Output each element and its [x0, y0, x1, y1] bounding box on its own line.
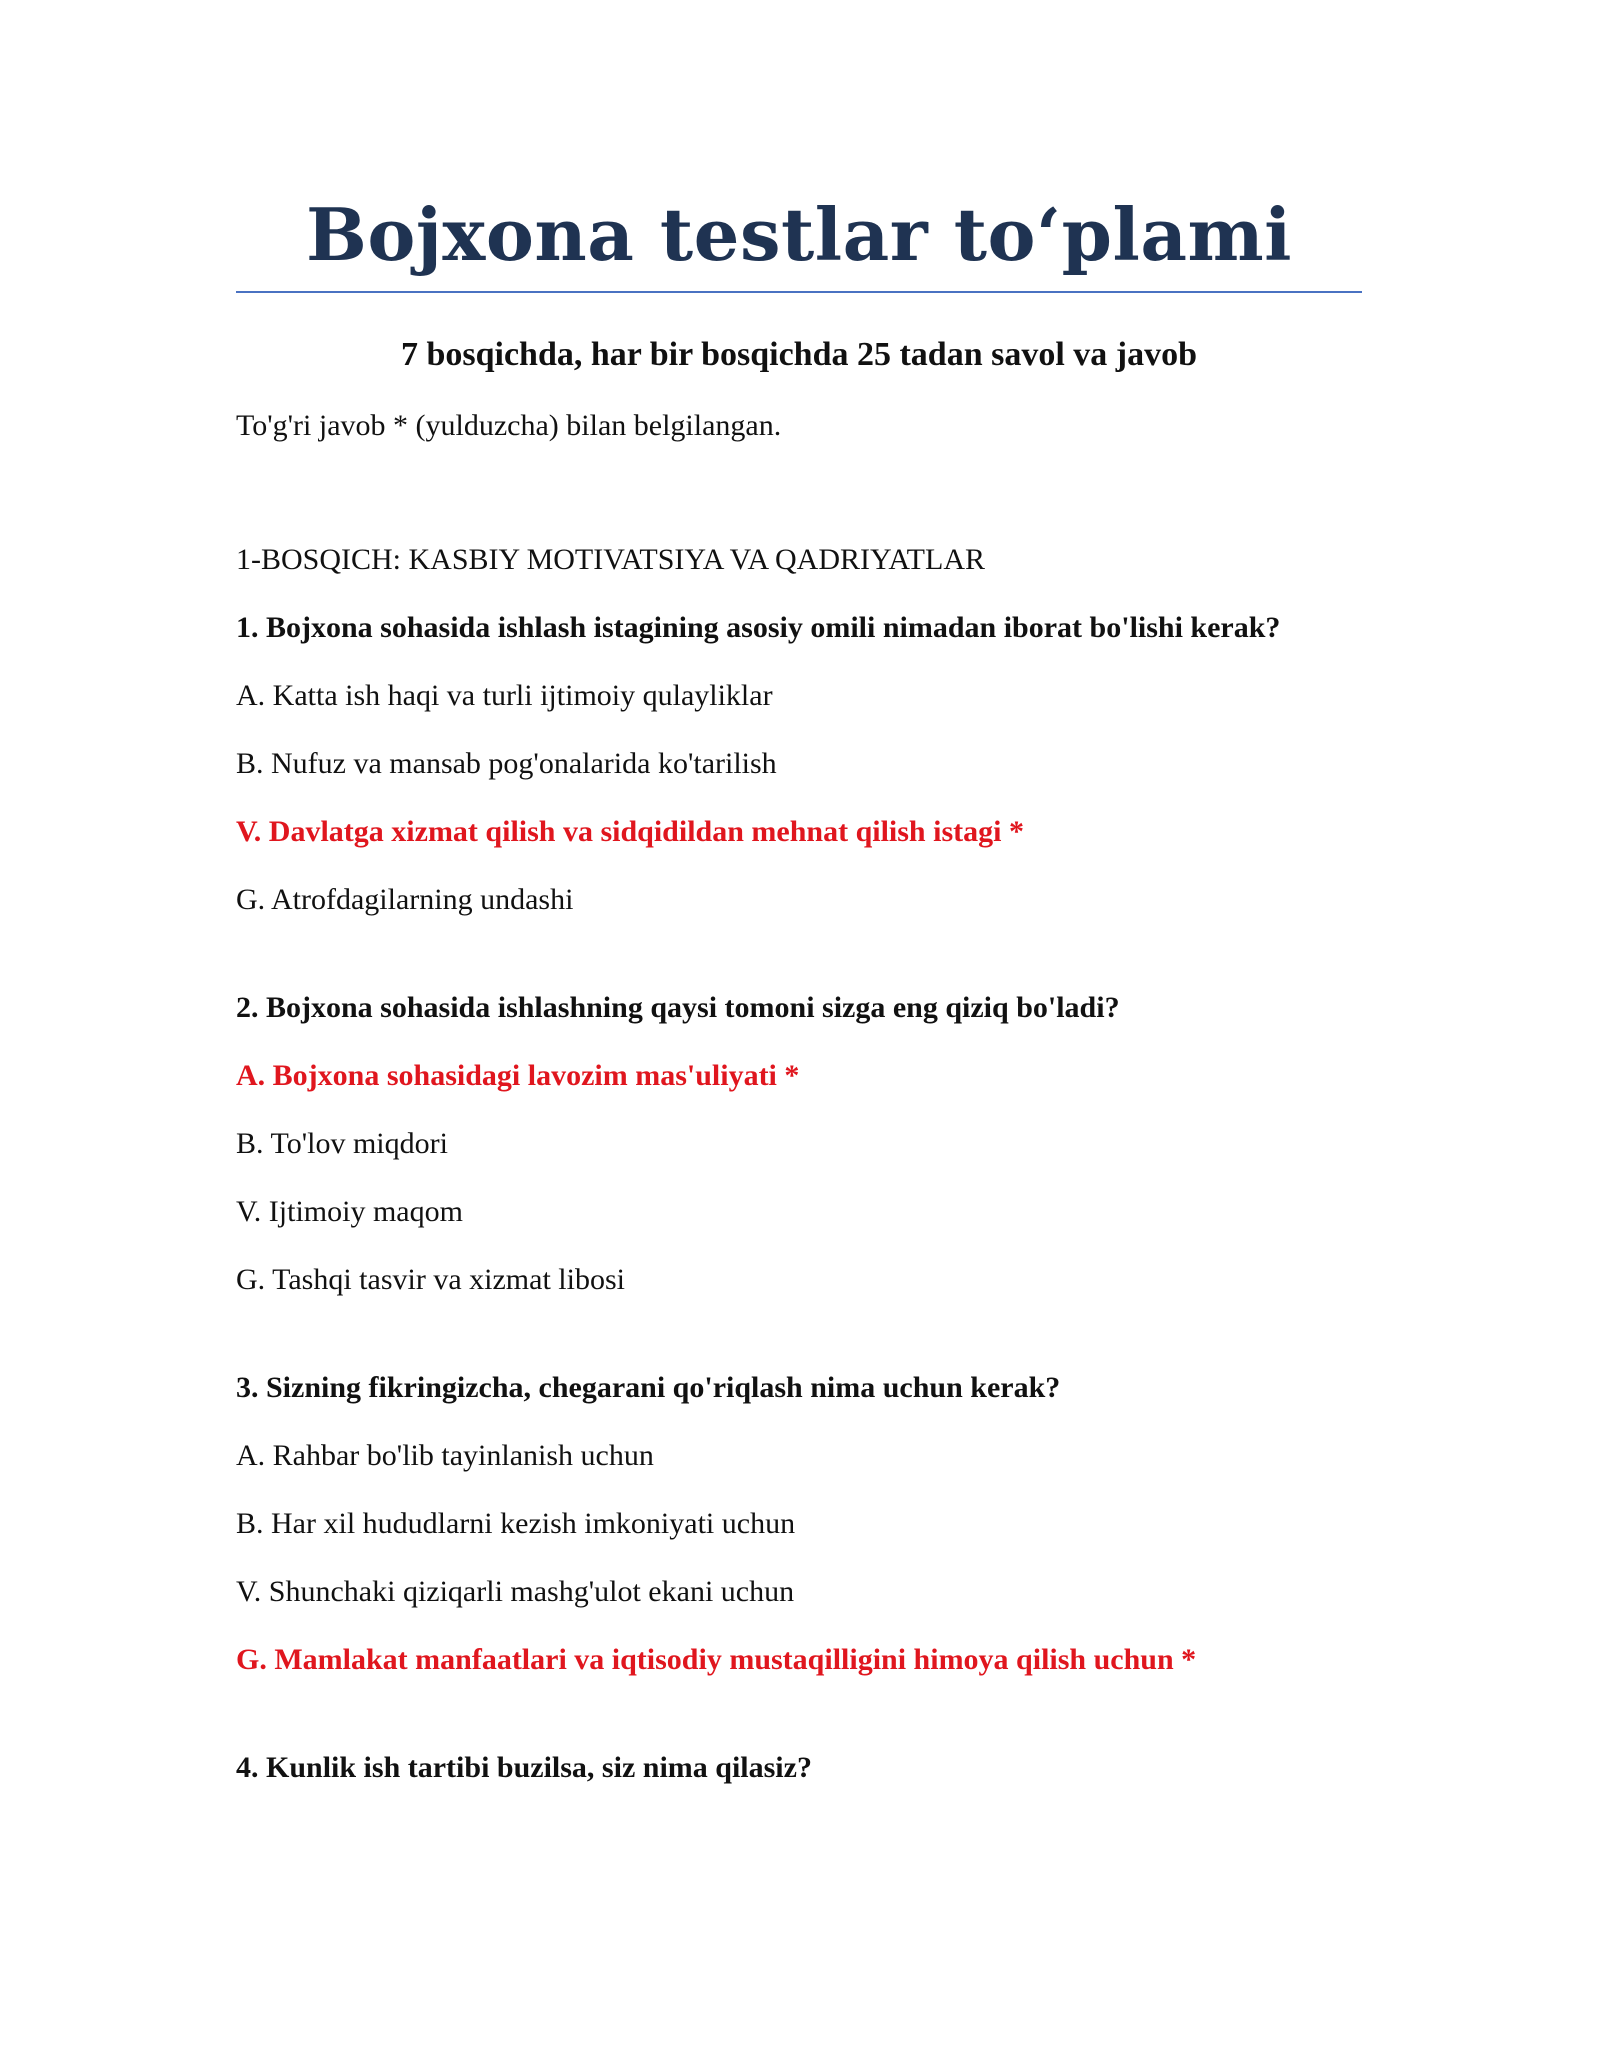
answer-option: G. Tashqi tasvir va xizmat libosi — [236, 1263, 625, 1296]
document-title: Bojxona testlar to‘plami — [305, 192, 1293, 277]
question-block — [236, 608, 1376, 920]
intro-note: To'g'ri javob * (yulduzcha) bilan belgilangan. — [236, 409, 782, 442]
question-block — [236, 1368, 1376, 1680]
question-block — [236, 988, 1376, 1300]
answer-option: A. Rahbar bo'lib tayinlanish uchun — [236, 1439, 654, 1472]
question-block — [236, 1748, 1376, 1788]
answer-option: V. Shunchaki qiziqarli mashg'ulot ekani uchun — [236, 1575, 795, 1608]
question-text: 3. Sizning fikringizcha, chegarani qo'riqlash nima uchun kerak? — [236, 1371, 1061, 1404]
section-heading: 1-BOSQICH: KASBIY MOTIVATSIYA VA QADRIYATLAR — [236, 543, 985, 576]
answer-option: G. Atrofdagilarning undashi — [236, 883, 574, 916]
answer-option: A. Katta ish haqi va turli ijtimoiy qulayliklar — [236, 679, 773, 712]
answer-option-correct: A. Bojxona sohasidagi lavozim mas'uliyati * — [236, 1059, 800, 1092]
document-subtitle: 7 bosqichda, har bir bosqichda 25 tadan savol va javob — [400, 336, 1198, 373]
answer-option-correct: G. Mamlakat manfaatlari va iqtisodiy mustaqilligini himoya qilish uchun * — [236, 1643, 1197, 1676]
answer-option: B. Nufuz va mansab pog'onalarida ko'tarilish — [236, 747, 777, 780]
answer-option-correct: V. Davlatga xizmat qilish va sidqidildan mehnat qilish istagi * — [236, 815, 1024, 848]
answer-option: B. Har xil hududlarni kezish imkoniyati uchun — [236, 1507, 796, 1540]
test-section — [236, 540, 1376, 1856]
question-text: 2. Bojxona sohasida ishlashning qaysi tomoni sizga eng qiziq bo'ladi? — [236, 991, 1120, 1024]
question-text: 4. Kunlik ish tartibi buzilsa, siz nima qilasiz? — [236, 1751, 812, 1784]
answer-option: V. Ijtimoiy maqom — [236, 1195, 463, 1228]
answer-option: B. To'lov miqdori — [236, 1127, 448, 1160]
title-underline — [236, 291, 1362, 293]
question-text: 1. Bojxona sohasida ishlash istagining asosiy omili nimadan iborat bo'lishi kerak? — [236, 611, 1281, 644]
